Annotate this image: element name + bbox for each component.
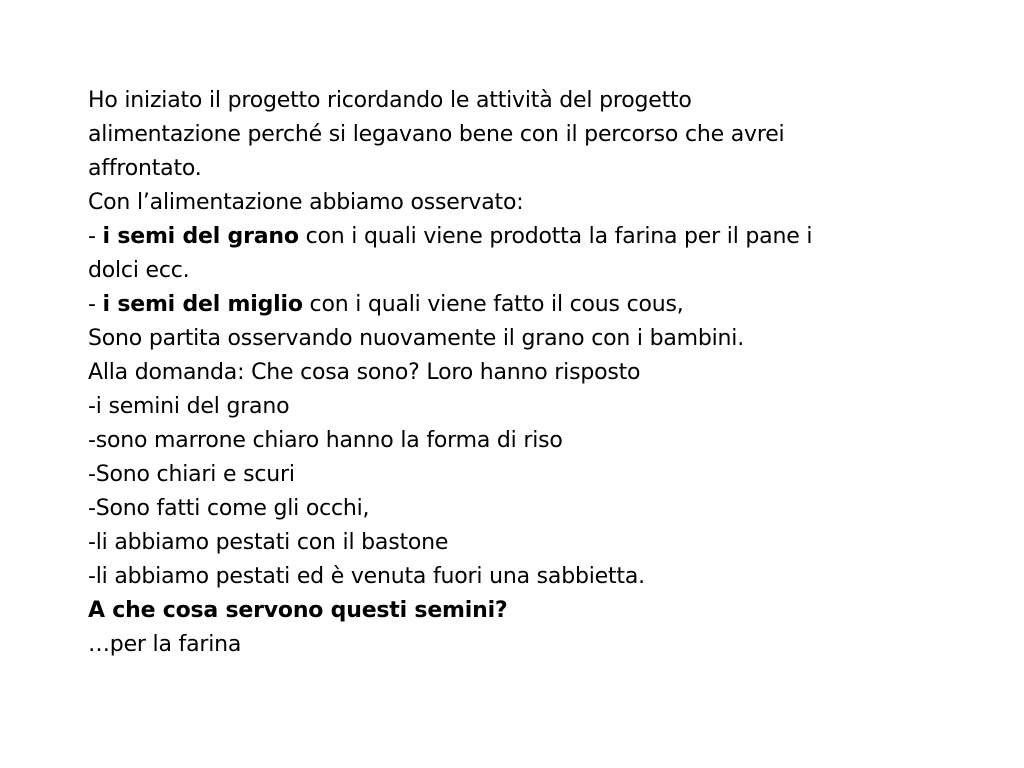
text-line: Alla domanda: Che cosa sono? Loro hanno risposto <box>88 360 641 385</box>
text-line: -Sono chiari e scuri <box>88 462 295 487</box>
bullet-prefix: - <box>88 224 103 249</box>
text-line: Con l’alimentazione abbiamo osservato: <box>88 190 524 215</box>
bullet-prefix: - <box>88 292 103 317</box>
answer-line: …per la farina <box>88 632 242 657</box>
text-line: Sono partita osservando nuovamente il grano con i bambini. <box>88 326 744 351</box>
text-line: -li abbiamo pestati con il bastone <box>88 530 449 555</box>
text-line: dolci ecc. <box>88 258 190 283</box>
question-line: A che cosa servono questi semini? <box>88 598 508 623</box>
text-line: alimentazione perché si legavano bene con il percorso che avrei <box>88 122 785 147</box>
slide-text-body <box>88 84 968 662</box>
text-line: -i semini del grano <box>88 394 290 419</box>
text-line: -sono marrone chiaro hanno la forma di riso <box>88 428 563 453</box>
text-line: affrontato. <box>88 156 202 181</box>
text-line-grano <box>88 220 968 254</box>
text-line-miglio <box>88 288 968 322</box>
text-line: Ho iniziato il progetto ricordando le attività del progetto <box>88 88 692 113</box>
text-fragment: con i quali viene prodotta la farina per il pane i <box>298 224 813 249</box>
bold-phrase-miglio: i semi del miglio <box>102 292 303 317</box>
text-line: -Sono fatti come gli occhi, <box>88 496 370 521</box>
bold-phrase-grano: i semi del grano <box>102 224 299 249</box>
text-line: -li abbiamo pestati ed è venuta fuori una sabbietta. <box>88 564 645 589</box>
text-fragment: con i quali viene fatto il cous cous, <box>302 292 684 317</box>
